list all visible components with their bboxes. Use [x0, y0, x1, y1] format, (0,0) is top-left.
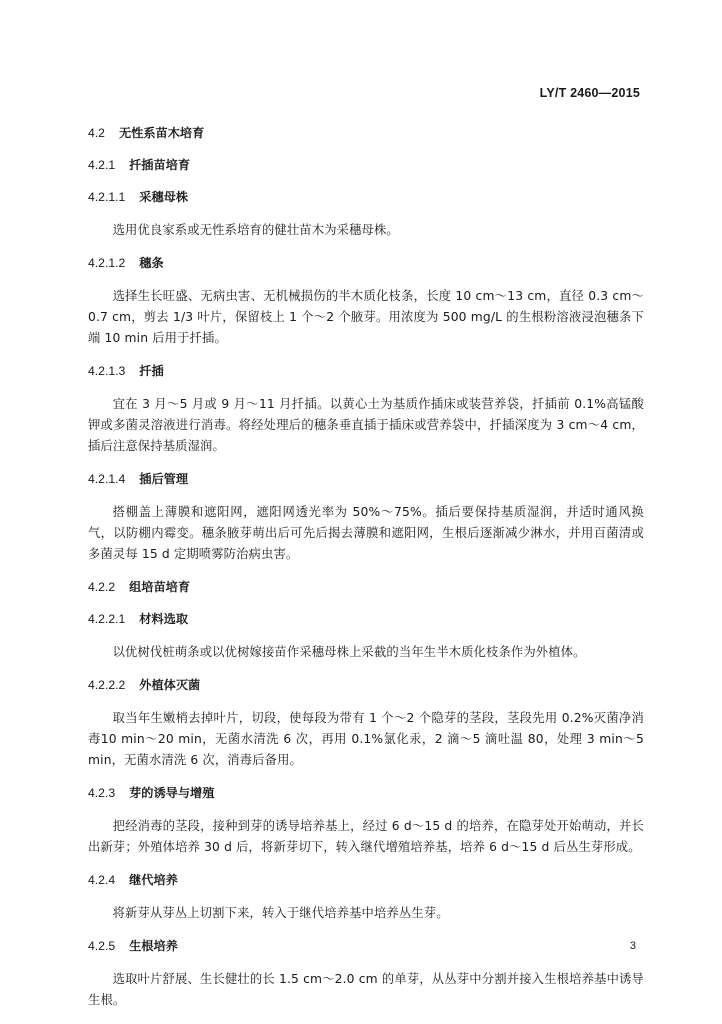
section-heading — [88, 610, 644, 628]
section-heading — [88, 871, 644, 889]
section-title: 外植体灭菌 — [139, 678, 201, 692]
standard-code: LY/T 2460—2015 — [539, 86, 640, 100]
section-heading — [88, 188, 644, 206]
section-title: 扦插苗培育 — [129, 158, 191, 172]
document-body — [88, 124, 644, 1011]
section-heading — [88, 362, 644, 380]
section-heading — [88, 470, 644, 488]
section-number: 4.2.1 — [88, 158, 116, 172]
section-heading — [88, 676, 644, 694]
paragraph: 以优树伐桩萌条或以优树嫁接苗作采穗母株上采截的当年生半木质化枝条作为外植体。 — [112, 645, 586, 659]
paragraph: 选用优良家系或无性系培育的健壮苗木为采穗母株。 — [112, 223, 399, 237]
paragraph: 把经消毒的茎段，接种到芽的诱导培养基上，经过 6 d～15 d 的培养，在隐芽处开始萌动，并长出新芽；外殖体培养 30 d 后，将新芽切下，转入继代增殖培养基，培养 6 d～15 d 后丛生芽形成。 — [88, 819, 644, 854]
section-heading — [88, 937, 644, 955]
section-title: 组培苗培育 — [129, 580, 191, 594]
section-title: 无性系苗木培育 — [118, 126, 205, 140]
page-number: 3 — [629, 940, 636, 952]
section-number: 4.2.4 — [88, 873, 116, 887]
section-number: 4.2.2.2 — [88, 678, 126, 692]
section-number: 4.2.5 — [88, 939, 116, 953]
paragraph: 选取叶片舒展、生长健壮的长 1.5 cm～2.0 cm 的单芽，从丛芽中分割并接入生根培养基中诱导生根。 — [88, 972, 644, 1007]
paragraph: 将新芽从芽丛上切割下来，转入于继代培养基中培养丛生芽。 — [112, 906, 449, 920]
section-heading — [88, 578, 644, 596]
section-title: 继代培养 — [129, 873, 178, 887]
paragraph: 宜在 3 月～5 月或 9 月～11 月扦插。以黄心土为基质作插床或装营养袋，扦插前 0.1%高锰酸钾或多菌灵溶液进行消毒。将经处理后的穗条垂直插于插床或营养袋中，扦插深度为 3 cm～4 cm，插后注意保持基质湿润。 — [88, 397, 644, 453]
section-number: 4.2.1.3 — [88, 364, 126, 378]
paragraph: 选择生长旺盛、无病虫害、无机械损伤的半木质化枝条，长度 10 cm～13 cm，直径 0.3 cm～0.7 cm，剪去 1/3 叶片，保留枝上 1 个～2 个腋芽。用浓度为 500 mg/L 的生根粉溶液浸泡穗条下端 10 min 后用于扦插。 — [88, 289, 644, 345]
section-number: 4.2.2 — [88, 580, 116, 594]
section-title: 采穗母株 — [139, 190, 189, 204]
section-number: 4.2.1.1 — [88, 190, 126, 204]
section-title: 穗条 — [139, 256, 164, 270]
section-number: 4.2.1.2 — [88, 256, 126, 270]
section-number: 4.2 — [88, 126, 105, 140]
paragraph: 取当年生嫩梢去掉叶片，切段，使每段为带有 1 个～2 个隐芽的茎段，茎段先用 0.2%灭菌净消毒10 min～20 min，无菌水清洗 6 次，再用 0.1%氯化汞，2 滴～5 滴吐温 80，处理 3 min～5 min，无菌水清洗 6 次，消毒后备用。 — [88, 711, 644, 767]
section-heading — [88, 156, 644, 174]
section-title: 材料选取 — [139, 612, 189, 626]
paragraph: 搭棚盖上薄膜和遮阳网，遮阳网透光率为 50%～75%。插后要保持基质湿润，并适时通风换气，以防棚内霉变。穗条腋芽萌出后可先后揭去薄膜和遮阳网，生根后逐渐减少淋水，并用百菌清或多菌灵每 15 d 定期喷雾防治病虫害。 — [88, 505, 644, 561]
section-title: 芽的诱导与增殖 — [129, 786, 215, 800]
section-number: 4.2.2.1 — [88, 612, 126, 626]
section-title: 生根培养 — [129, 939, 178, 953]
section-heading — [88, 254, 644, 272]
section-title: 插后管理 — [139, 472, 189, 486]
section-number: 4.2.3 — [88, 786, 116, 800]
section-title: 扦插 — [139, 364, 164, 378]
section-heading — [88, 124, 644, 142]
section-heading — [88, 784, 644, 802]
section-number: 4.2.1.4 — [88, 472, 126, 486]
